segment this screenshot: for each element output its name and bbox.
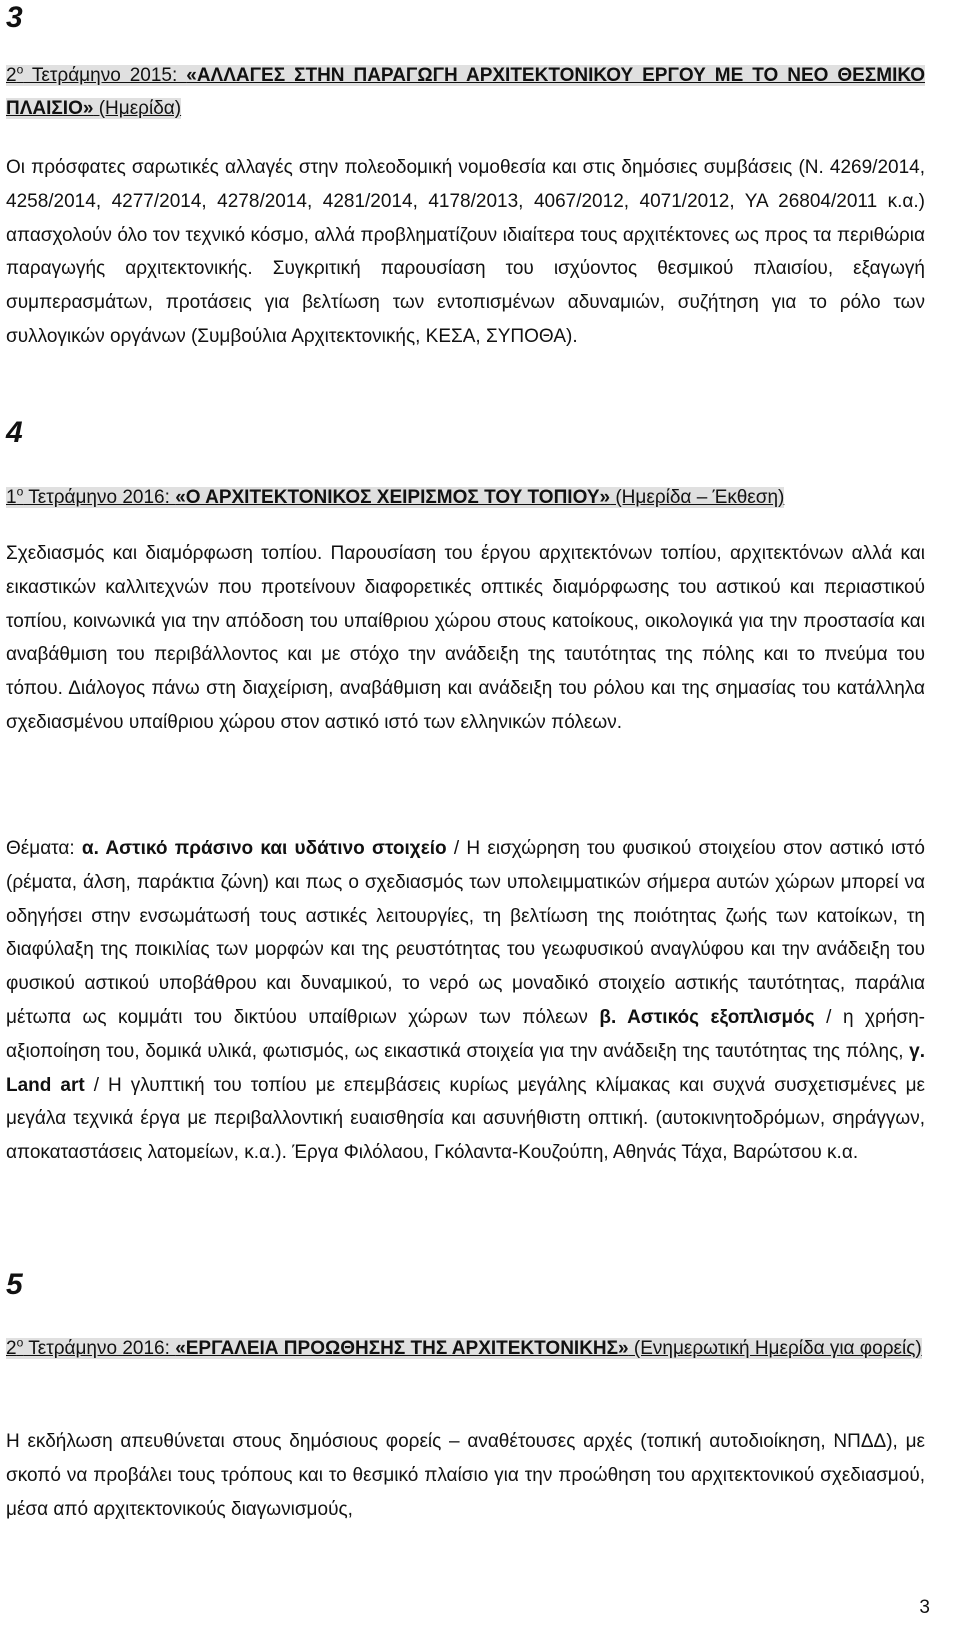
section-body: Σχεδιασμός και διαμόρφωση τοπίου. Παρουσίαση του έργου αρχιτεκτόνων τοπίου, αρχιτεκτόνων αλλά και εικαστικών καλλιτεχνών που προτείνουν διαφορετικές οπτικές διαμόρφωσης του αστικού και περιαστικού τοπίου, κοινωνικά για την απόδοση του υπαίθριου χώρου στους κατοίκους, οικολογικά για την προστασία και αναβάθμιση του περιβάλλοντος και με στόχο την ανάδειξη της ταυτότητας της πόλης και το πνεύμα του τόπου. Διάλογος πάνω στη διαχείριση, αναβάθμιση και ανάδειξη του ρόλου και της σημασίας του κατάλληλα σχεδιασμένου υπαίθριου χώρου στον αστικό ιστό των ελληνικών πόλεων. <box>6 543 925 733</box>
themes-label: Θέματα: <box>6 838 82 859</box>
page-number: 3 <box>919 1597 930 1618</box>
theme-c-text: / Η γλυπτική του τοπίου με επεμβάσεις κυρίως μεγάλης κλίμακας και συχνά συσχετισμένες με μεγάλα τεχνικά έργα με περιβαλλοντική ευαισθησία και ασυνήθιστη οπτική. (αυτοκινητοδρόμων, σηράγγων, αποκαταστάσεις λατομείων, κ.α.). Έργα Φιλόλαου, Γκόλαντα-Κουζούπη, Αθηνάς Τάχα, Βαρώτσου κ.α. <box>6 1074 925 1164</box>
event-type: (Ενημερωτική Ημερίδα για φορείς) <box>628 1338 922 1359</box>
theme-b-text: / η χρήση-αξιοποίηση του, δομικά υλικά, φωτισμός, ως εικαστικά στοιχεία για την ανάδειξη της ταυτότητας της πόλης, <box>6 1006 926 1062</box>
theme-b-title: Αστικός εξοπλισμός <box>627 1006 815 1028</box>
event-title: «ΑΛΛΑΓΕΣ ΣΤΗΝ ΠΑΡΑΓΩΓΗ ΑΡΧΙΤΕΚΤΟΝΙΚΟΥ ΕΡΓΟΥ ΜΕ ΤΟ ΝΕΟ ΘΕΣΜΙΚΟ ΠΛΑΙΣΙΟ» <box>6 65 925 119</box>
section-number: 3 <box>6 1 23 34</box>
period-label: Τετράμηνο 2016: <box>23 487 176 508</box>
section-number: 4 <box>6 416 23 449</box>
theme-c-title: Land art <box>6 1074 85 1096</box>
ordinal-number: 2 <box>6 65 17 86</box>
theme-a-marker: α. <box>81 838 106 859</box>
section-heading <box>6 1332 925 1365</box>
heading-highlight <box>6 62 925 119</box>
period-label: Τετράμηνο 2016: <box>23 1338 176 1359</box>
section-body: Οι πρόσφατες σαρωτικές αλλαγές στην πολεοδομική νομοθεσία και στις δημόσιες συμβάσεις (Ν. 4269/2014, 4258/2014, 4277/2014, 4278/2014, 4281/2014, 4178/2013, 4067/2012, 4071/2012, ΥΑ 26804/2011 κ.α.) απασχολούν όλο τον τεχνικό κόσμο, αλλά προβληματίζουν ιδιαίτερα τους αρχιτέκτονες ως προς τα περιθώρια παραγωγής αρχιτεκτονικής. Συγκριτική παρουσίαση του ισχύοντος θεσμικού πλαισίου, εξαγωγή συμπερασμάτων, προτάσεις για βελτίωση των εντοπισμένων αδυναμιών, συζήτηση για το ρόλο των συλλογικών οργάνων (Συμβούλια Αρχιτεκτονικής, ΚΕΣΑ, ΣΥΠΟΘΑ). <box>6 157 925 347</box>
ordinal-superscript: ο <box>16 62 24 77</box>
theme-b-marker: β. <box>599 1006 628 1028</box>
theme-a-text: / Η εισχώρηση του φυσικού στοιχείου στον αστικό ιστό (ρέματα, άλση, παράκτια ζώνη) και πως ο σχεδιασμός των υπολειμματικών σήμερα αυτών χώρων μπορεί να οδηγήσει στην ενσωμάτωσή τους αστικές λειτουργίες, τη βελτίωση της ποιότητας ζωής των κατοίκων, τη διαφύλαξη της ποικιλίας των μορφών και της ρευστότητας του γεωφυσικού αναγλύφου και την ανάδειξη του φυσικού αστικού υποβάθρου και δυναμικού, το νερό ως μοναδικό στοιχείο αστικής ταυτότητας, παράλια μέτωπα ως κομμάτι του δικτύου υπαίθριων χώρων των πόλεων <box>6 838 925 1028</box>
section-number: 5 <box>6 1268 23 1301</box>
theme-a-title: Αστικό πράσινο και υδάτινο στοιχείο <box>105 838 447 859</box>
themes-paragraph <box>6 832 925 1170</box>
period-label: Τετράμηνο 2015: <box>23 65 187 86</box>
section-heading <box>6 59 925 125</box>
event-title: «Ο ΑΡΧΙΤΕΚΤΟΝΙΚΟΣ ΧΕΙΡΙΣΜΟΣ ΤΟΥ ΤΟΠΙΟΥ» <box>175 487 611 508</box>
ordinal-superscript: ο <box>16 1335 24 1350</box>
heading-highlight <box>6 484 785 508</box>
heading-highlight <box>6 1335 922 1359</box>
event-type: (Ημερίδα – Έκθεση) <box>610 487 785 508</box>
event-title: «ΕΡΓΑΛΕΙΑ ΠΡΟΩΘΗΣΗΣ ΤΗΣ ΑΡΧΙΤΕΚΤΟΝΙΚΗΣ» <box>175 1338 629 1359</box>
section-heading <box>6 481 925 514</box>
theme-c-marker: γ. <box>909 1040 925 1062</box>
event-type: (Ημερίδα) <box>93 98 182 119</box>
ordinal-number: 2 <box>6 1338 17 1359</box>
ordinal-number: 1 <box>6 487 17 508</box>
ordinal-superscript: ο <box>16 484 24 499</box>
section-body: Η εκδήλωση απευθύνεται στους δημόσιους φορείς – αναθέτουσες αρχές (τοπική αυτοδιοίκηση, ΝΠΔΔ), με σκοπό να προβάλει τους τρόπους και το θεσμικό πλαίσιο για την προώθηση του αρχιτεκτονικού σχεδιασμού, μέσα από αρχιτεκτονικούς διαγωνισμούς, <box>6 1431 925 1520</box>
